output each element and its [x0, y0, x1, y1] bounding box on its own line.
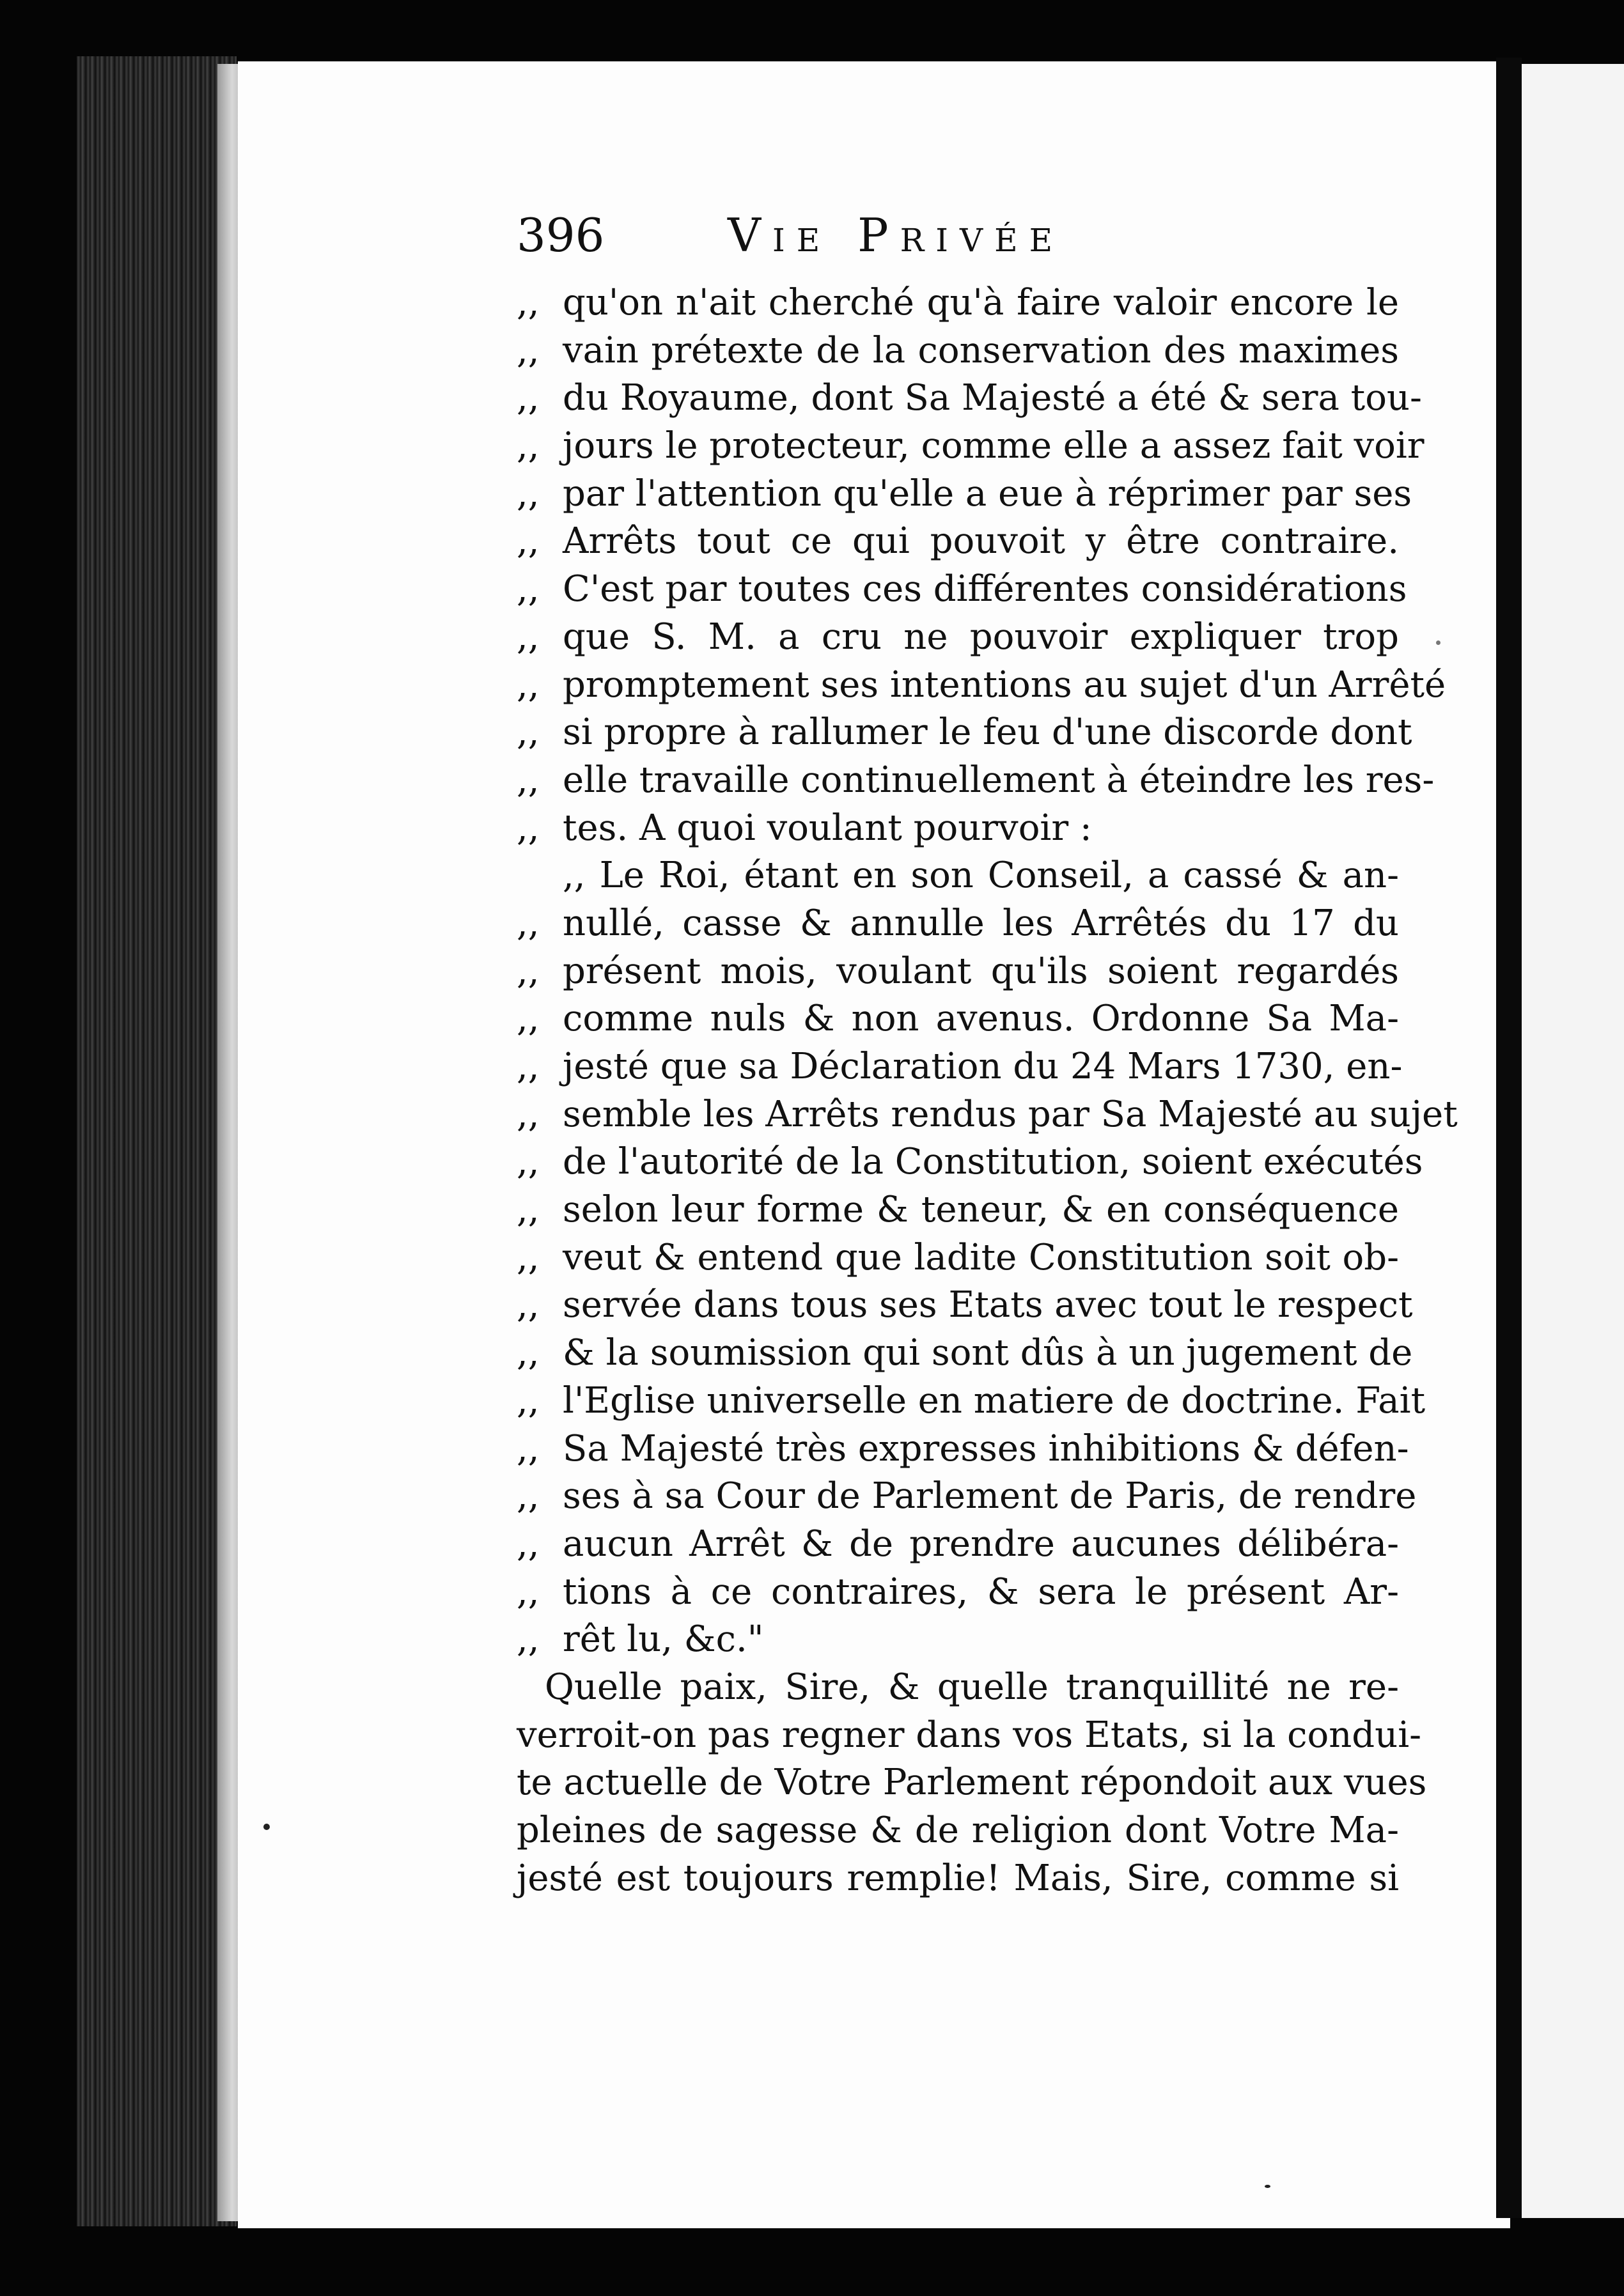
line-text: tions à ce contraires, & sera le présent Ar-	[563, 1571, 1399, 1613]
line-text: que S. M. a cru ne pouvoir expliquer trop	[563, 616, 1399, 658]
quote-mark: ,,	[517, 1236, 540, 1278]
line-text: promptement ses intentions au sujet d'un Arrêté	[563, 663, 1446, 706]
text-line	[517, 1473, 1417, 1521]
text-line	[517, 423, 1425, 470]
line-text: ,, Le Roi, étant en son Conseil, a cassé & an-	[563, 855, 1399, 897]
quote-mark: ,,	[517, 472, 540, 515]
text-line	[517, 662, 1446, 710]
line-text: l'Eglise universelle en matiere de doctrine. Fait	[563, 1379, 1426, 1422]
quote-mark: ,,	[517, 1284, 540, 1326]
ink-speck	[263, 1824, 270, 1830]
line-text: te actuelle de Votre Parlement répondoit aux vues	[517, 1762, 1427, 1804]
text-line	[517, 852, 1399, 900]
line-text: ses à sa Cour de Parlement de Paris, de rendre	[563, 1475, 1417, 1517]
quote-mark: ,,	[517, 520, 540, 562]
quote-mark: ,,	[517, 1189, 540, 1231]
text-line	[517, 1569, 1399, 1617]
text-line	[517, 614, 1399, 662]
text-line	[517, 1377, 1426, 1425]
quote-mark: ,,	[517, 282, 540, 323]
quote-mark: ,,	[517, 1618, 540, 1661]
quote-mark: ,,	[517, 759, 540, 801]
text-line	[517, 1234, 1399, 1282]
quote-mark: ,,	[517, 807, 540, 849]
text-line	[517, 1807, 1399, 1855]
text-line	[517, 518, 1399, 566]
text-line	[517, 327, 1399, 375]
quote-mark: ,,	[517, 950, 540, 992]
text-line	[517, 279, 1399, 327]
quote-mark: ,,	[517, 1379, 540, 1422]
text-line	[517, 1664, 1399, 1712]
text-line	[517, 1282, 1413, 1330]
quote-mark: ,,	[517, 711, 540, 754]
quote-mark: ,,	[517, 998, 540, 1040]
line-text: tes. A quoi voulant pourvoir :	[563, 807, 1092, 849]
line-text: veut & entend que ladite Constitution soit ob-	[563, 1236, 1399, 1278]
quote-mark: ,,	[517, 1523, 540, 1565]
line-text: du Royaume, dont Sa Majesté a été & sera tou-	[563, 377, 1422, 419]
line-text: Sa Majesté très expresses inhibitions & défen-	[563, 1427, 1409, 1470]
line-text: aucun Arrêt & de prendre aucunes délibéra-	[563, 1523, 1399, 1565]
quote-mark: ,,	[517, 1332, 540, 1374]
text-line	[517, 375, 1422, 423]
quote-mark: ,,	[517, 1093, 540, 1135]
text-line	[517, 1616, 1399, 1664]
line-text: nullé, casse & annulle les Arrêtés du 17 du	[563, 902, 1399, 944]
quote-mark: ,,	[517, 1571, 540, 1613]
quote-mark: ,,	[517, 425, 540, 467]
text-line	[517, 1855, 1399, 1903]
quote-mark: ,,	[517, 377, 540, 419]
line-text: verroit-on pas regner dans vos Etats, si la condui-	[517, 1714, 1422, 1756]
ink-speck	[1436, 640, 1441, 645]
book-gutter	[1496, 58, 1522, 2218]
line-text: de l'autorité de la Constitution, soient exécutés	[563, 1141, 1423, 1183]
quote-mark: ,,	[517, 1046, 540, 1087]
facing-page-edge	[1522, 64, 1624, 2218]
line-text: C'est par toutes ces différentes considérations	[563, 568, 1407, 610]
page-header	[517, 203, 1399, 267]
text-line	[517, 709, 1412, 757]
text-line	[517, 1138, 1423, 1186]
running-title: Vie Privée	[728, 208, 1065, 262]
text-line	[517, 1043, 1403, 1091]
line-text: Quelle paix, Sire, & quelle tranquillité ne re-	[545, 1666, 1399, 1708]
quote-mark: ,,	[517, 1427, 540, 1470]
line-text: présent mois, voulant qu'ils soient regardés	[563, 950, 1399, 992]
text-line	[517, 470, 1412, 518]
line-text: Arrêts tout ce qui pouvoit y être contraire.	[563, 520, 1399, 562]
quote-mark: ,,	[517, 568, 540, 610]
page-body	[517, 279, 1458, 1902]
text-line	[517, 1425, 1409, 1473]
text-line	[517, 948, 1399, 996]
text-line	[517, 805, 1399, 853]
line-text: jours le protecteur, comme elle a assez fait voir	[563, 425, 1425, 467]
line-text: comme nuls & non avenus. Ordonne Sa Ma-	[563, 998, 1399, 1040]
page-number: 396	[517, 208, 605, 262]
line-text: par l'attention qu'elle a eue à réprimer par ses	[563, 472, 1412, 515]
text-line	[517, 757, 1435, 805]
ink-speck	[1265, 2185, 1270, 2188]
text-line	[517, 1186, 1399, 1234]
text-line	[517, 1330, 1413, 1377]
quote-mark: ,,	[517, 663, 540, 706]
text-line	[517, 1091, 1458, 1139]
quote-mark: ,,	[517, 1475, 540, 1517]
text-line	[517, 1521, 1399, 1569]
quote-mark: ,,	[517, 902, 540, 944]
line-text: jesté est toujours remplie! Mais, Sire, comme si	[517, 1857, 1399, 1899]
line-text: rêt lu, &c."	[563, 1618, 764, 1661]
text-line	[517, 1759, 1427, 1807]
text-line	[517, 1712, 1422, 1760]
quote-mark: ,,	[517, 329, 540, 371]
line-text: servée dans tous ses Etats avec tout le respect	[563, 1284, 1413, 1326]
line-text: semble les Arrêts rendus par Sa Majesté au sujet	[563, 1093, 1458, 1135]
text-line	[517, 566, 1407, 614]
line-text: si propre à rallumer le feu d'une discorde dont	[563, 711, 1412, 754]
line-text: elle travaille continuellement à éteindre les res-	[563, 759, 1435, 801]
text-line	[517, 900, 1399, 948]
text-line	[517, 995, 1399, 1043]
quote-mark: ,,	[517, 616, 540, 658]
line-text: qu'on n'ait cherché qu'à faire valoir encore le	[563, 282, 1399, 323]
quote-mark: ,,	[517, 1141, 540, 1183]
line-text: pleines de sagesse & de religion dont Votre Ma-	[517, 1810, 1399, 1851]
line-text: jesté que sa Déclaration du 24 Mars 1730, en-	[563, 1046, 1403, 1087]
line-text: selon leur forme & teneur, & en conséquence	[563, 1189, 1399, 1231]
line-text: & la soumission qui sont dûs à un jugement de	[563, 1332, 1413, 1374]
line-text: vain prétexte de la conservation des maximes	[563, 329, 1399, 371]
book-page-edges	[77, 56, 237, 2226]
